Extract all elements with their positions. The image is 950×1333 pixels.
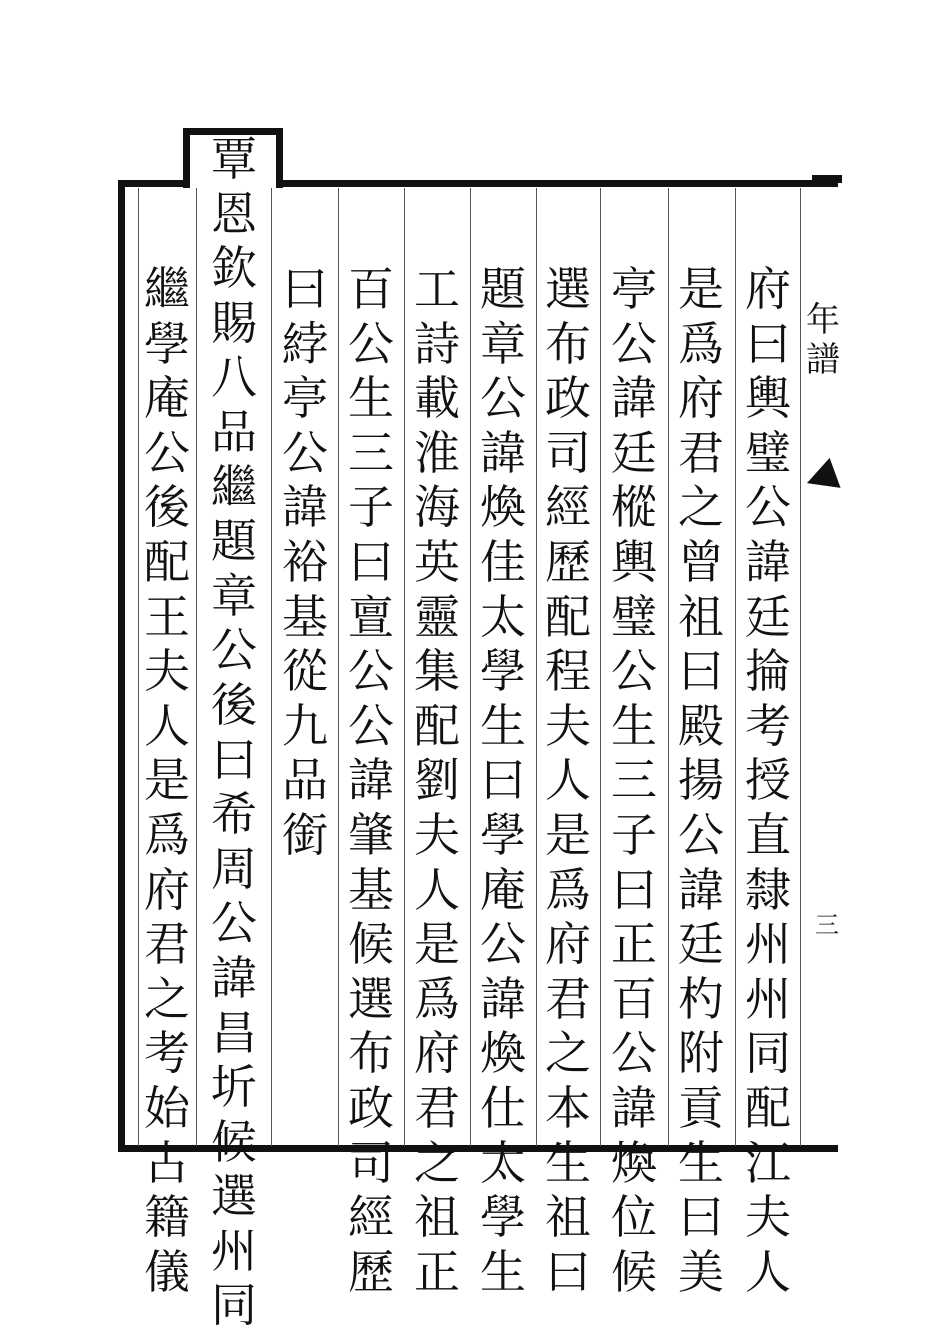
glyph: 爲 bbox=[414, 971, 460, 1026]
glyph: 曰 bbox=[348, 534, 394, 589]
glyph: 司 bbox=[545, 425, 591, 480]
glyph: 祖 bbox=[414, 1190, 460, 1245]
glyph: 學 bbox=[144, 316, 190, 371]
glyph: 人 bbox=[545, 753, 591, 808]
glyph: 配 bbox=[144, 534, 190, 589]
glyph: 希 bbox=[211, 787, 257, 842]
glyph: 布 bbox=[545, 316, 591, 371]
glyph: 府 bbox=[414, 1026, 460, 1081]
glyph: 煥 bbox=[611, 1135, 657, 1190]
glyph: 生 bbox=[545, 1135, 591, 1190]
glyph: 圻 bbox=[211, 1060, 257, 1115]
glyph: 選 bbox=[211, 1169, 257, 1224]
glyph: 諱 bbox=[611, 371, 657, 426]
glyph: 杓 bbox=[678, 971, 724, 1026]
glyph: 綍 bbox=[282, 316, 328, 371]
glyph: 公 bbox=[611, 1026, 657, 1081]
text-column-5 bbox=[472, 262, 534, 1299]
glyph: 美 bbox=[678, 1244, 724, 1299]
glyph: 公 bbox=[480, 371, 526, 426]
glyph: 公 bbox=[282, 425, 328, 480]
glyph: 亭 bbox=[282, 371, 328, 426]
glyph: 州 bbox=[745, 971, 791, 1026]
glyph: 諱 bbox=[348, 753, 394, 808]
glyph: 君 bbox=[678, 425, 724, 480]
glyph: 選 bbox=[545, 262, 591, 316]
glyph: 經 bbox=[348, 1190, 394, 1245]
margin-title-char: 譜 bbox=[806, 340, 840, 380]
glyph: 生 bbox=[611, 698, 657, 753]
glyph: 之 bbox=[678, 480, 724, 535]
glyph: 集 bbox=[414, 644, 460, 699]
glyph: 君 bbox=[414, 1080, 460, 1135]
glyph: 選 bbox=[348, 971, 394, 1026]
glyph: 公 bbox=[348, 316, 394, 371]
glyph: 載 bbox=[414, 371, 460, 426]
glyph: 同 bbox=[745, 1026, 791, 1081]
glyph: 輿 bbox=[611, 534, 657, 589]
glyph: 是 bbox=[144, 753, 190, 808]
column-rule bbox=[668, 188, 669, 1146]
glyph: 詩 bbox=[414, 316, 460, 371]
glyph: 昌 bbox=[211, 1005, 257, 1060]
glyph: 諱 bbox=[678, 862, 724, 917]
glyph: 之 bbox=[545, 1026, 591, 1081]
glyph: 人 bbox=[414, 862, 460, 917]
glyph: 祖 bbox=[545, 1190, 591, 1245]
column-rule bbox=[800, 188, 801, 1146]
column-rule bbox=[735, 188, 736, 1146]
text-column-4 bbox=[537, 262, 599, 1299]
glyph: 生 bbox=[480, 698, 526, 753]
glyph: 程 bbox=[545, 644, 591, 699]
glyph: 是 bbox=[414, 917, 460, 972]
page-number: 三 bbox=[815, 911, 839, 939]
glyph: 諱 bbox=[745, 534, 791, 589]
glyph: 公 bbox=[144, 425, 190, 480]
glyph: 司 bbox=[348, 1135, 394, 1190]
glyph: 隸 bbox=[745, 862, 791, 917]
glyph: 生 bbox=[348, 371, 394, 426]
glyph: 府 bbox=[144, 862, 190, 917]
glyph: 經 bbox=[545, 480, 591, 535]
glyph: 學 bbox=[480, 807, 526, 862]
glyph: 之 bbox=[414, 1135, 460, 1190]
glyph: 百 bbox=[611, 971, 657, 1026]
glyph: 占 bbox=[144, 1135, 190, 1190]
glyph: 題 bbox=[480, 262, 526, 316]
glyph: 從 bbox=[282, 644, 328, 699]
glyph: 掄 bbox=[745, 644, 791, 699]
glyph: 靈 bbox=[414, 589, 460, 644]
glyph: 之 bbox=[144, 971, 190, 1026]
glyph: 州 bbox=[745, 917, 791, 972]
glyph: 籍 bbox=[144, 1190, 190, 1245]
glyph: 賜 bbox=[211, 295, 257, 350]
glyph: 爲 bbox=[144, 807, 190, 862]
glyph: 生 bbox=[480, 1244, 526, 1299]
glyph: 繼 bbox=[144, 262, 190, 316]
glyph: 三 bbox=[611, 753, 657, 808]
column-rule bbox=[600, 188, 601, 1146]
glyph: 曰 bbox=[211, 732, 257, 787]
glyph: 政 bbox=[348, 1080, 394, 1135]
glyph: 英 bbox=[414, 534, 460, 589]
text-column-2 bbox=[670, 262, 732, 1299]
glyph: 三 bbox=[348, 425, 394, 480]
glyph: 夫 bbox=[745, 1190, 791, 1245]
glyph: 是 bbox=[678, 262, 724, 316]
glyph: 後 bbox=[211, 677, 257, 732]
text-column-1 bbox=[737, 262, 799, 1299]
glyph: 九 bbox=[282, 698, 328, 753]
glyph: 亶 bbox=[348, 589, 394, 644]
column-rule bbox=[404, 188, 405, 1146]
glyph: 人 bbox=[745, 1244, 791, 1299]
glyph: 曰 bbox=[545, 1244, 591, 1299]
glyph: 題 bbox=[211, 514, 257, 569]
glyph: 公 bbox=[348, 698, 394, 753]
glyph: 庵 bbox=[144, 371, 190, 426]
glyph: 曰 bbox=[282, 262, 328, 316]
glyph: 歷 bbox=[348, 1244, 394, 1299]
glyph: 候 bbox=[211, 1114, 257, 1169]
glyph: 佳 bbox=[480, 534, 526, 589]
glyph: 裕 bbox=[282, 534, 328, 589]
glyph: 品 bbox=[282, 753, 328, 808]
glyph: 學 bbox=[480, 644, 526, 699]
glyph: 君 bbox=[144, 917, 190, 972]
glyph: 布 bbox=[348, 1026, 394, 1081]
glyph: 公 bbox=[611, 644, 657, 699]
glyph: 廷 bbox=[611, 425, 657, 480]
glyph: 諱 bbox=[480, 425, 526, 480]
margin-title-char: 年 bbox=[806, 300, 840, 340]
glyph: 煥 bbox=[480, 480, 526, 535]
glyph: 繼 bbox=[211, 459, 257, 514]
glyph: 百 bbox=[348, 262, 394, 316]
glyph: 肇 bbox=[348, 807, 394, 862]
text-column-8 bbox=[274, 262, 336, 863]
glyph: 海 bbox=[414, 480, 460, 535]
glyph: 廷 bbox=[745, 589, 791, 644]
text-column-6 bbox=[406, 262, 468, 1299]
glyph: 諱 bbox=[611, 1080, 657, 1135]
glyph: 曰 bbox=[745, 316, 791, 371]
glyph: 太 bbox=[480, 589, 526, 644]
glyph: 基 bbox=[348, 862, 394, 917]
column-rule bbox=[470, 188, 471, 1146]
glyph: 直 bbox=[745, 807, 791, 862]
glyph: 基 bbox=[282, 589, 328, 644]
column-rule bbox=[338, 188, 339, 1146]
glyph: 殿 bbox=[678, 698, 724, 753]
glyph: 生 bbox=[678, 1135, 724, 1190]
glyph: 候 bbox=[611, 1244, 657, 1299]
glyph: 曰 bbox=[611, 862, 657, 917]
glyph: 公 bbox=[480, 917, 526, 972]
glyph: 配 bbox=[414, 698, 460, 753]
glyph: 曰 bbox=[678, 1190, 724, 1245]
text-column-7 bbox=[340, 262, 402, 1299]
glyph: 庵 bbox=[480, 862, 526, 917]
glyph: 考 bbox=[144, 1026, 190, 1081]
glyph: 政 bbox=[545, 371, 591, 426]
glyph: 夫 bbox=[545, 698, 591, 753]
glyph: 輿 bbox=[745, 371, 791, 426]
glyph: 劉 bbox=[414, 753, 460, 808]
glyph: 諱 bbox=[282, 480, 328, 535]
fish-mouth-bar bbox=[812, 175, 842, 183]
glyph: 公 bbox=[745, 480, 791, 535]
glyph: 候 bbox=[348, 917, 394, 972]
glyph: 附 bbox=[678, 1026, 724, 1081]
glyph: 公 bbox=[678, 807, 724, 862]
glyph: 淮 bbox=[414, 425, 460, 480]
glyph: 配 bbox=[745, 1080, 791, 1135]
glyph: 品 bbox=[211, 404, 257, 459]
glyph: 璧 bbox=[745, 425, 791, 480]
column-rule bbox=[271, 188, 272, 1146]
glyph: 學 bbox=[480, 1190, 526, 1245]
glyph: 公 bbox=[348, 644, 394, 699]
glyph: 江 bbox=[745, 1135, 791, 1190]
text-column-3 bbox=[603, 262, 665, 1299]
glyph: 亭 bbox=[611, 262, 657, 316]
glyph: 太 bbox=[480, 1135, 526, 1190]
glyph: 儀 bbox=[144, 1244, 190, 1299]
glyph: 工 bbox=[414, 262, 460, 316]
glyph: 貢 bbox=[678, 1080, 724, 1135]
margin-title bbox=[806, 300, 840, 380]
glyph: 人 bbox=[144, 698, 190, 753]
glyph: 夫 bbox=[144, 644, 190, 699]
glyph: 子 bbox=[348, 480, 394, 535]
glyph: 銜 bbox=[282, 807, 328, 862]
glyph: 府 bbox=[745, 262, 791, 316]
glyph: 曾 bbox=[678, 534, 724, 589]
glyph: 揚 bbox=[678, 753, 724, 808]
glyph: 考 bbox=[745, 698, 791, 753]
glyph: 是 bbox=[545, 807, 591, 862]
glyph: 正 bbox=[414, 1244, 460, 1299]
glyph: 州 bbox=[211, 1223, 257, 1278]
glyph: 夫 bbox=[414, 807, 460, 862]
glyph: 始 bbox=[144, 1080, 190, 1135]
glyph: 本 bbox=[545, 1080, 591, 1135]
glyph: 授 bbox=[745, 753, 791, 808]
glyph: 八 bbox=[211, 350, 257, 405]
glyph: 歷 bbox=[545, 534, 591, 589]
glyph: 爲 bbox=[678, 316, 724, 371]
glyph: 恩 bbox=[211, 186, 257, 241]
glyph: 府 bbox=[678, 371, 724, 426]
glyph: 樅 bbox=[611, 480, 657, 535]
glyph: 祖 bbox=[678, 589, 724, 644]
glyph: 煥 bbox=[480, 1026, 526, 1081]
glyph: 王 bbox=[144, 589, 190, 644]
glyph: 諱 bbox=[211, 950, 257, 1005]
glyph: 配 bbox=[545, 589, 591, 644]
glyph: 後 bbox=[144, 480, 190, 535]
glyph: 璧 bbox=[611, 589, 657, 644]
glyph: 章 bbox=[211, 568, 257, 623]
glyph: 廷 bbox=[678, 917, 724, 972]
glyph: 公 bbox=[611, 316, 657, 371]
glyph: 覃 bbox=[211, 132, 257, 186]
glyph: 子 bbox=[611, 807, 657, 862]
glyph: 公 bbox=[211, 623, 257, 678]
text-column-9 bbox=[203, 132, 265, 1333]
glyph: 周 bbox=[211, 841, 257, 896]
glyph: 章 bbox=[480, 316, 526, 371]
glyph: 諱 bbox=[480, 971, 526, 1026]
glyph: 君 bbox=[545, 971, 591, 1026]
glyph: 位 bbox=[611, 1190, 657, 1245]
glyph: 府 bbox=[545, 917, 591, 972]
glyph: 欽 bbox=[211, 241, 257, 296]
glyph: 仕 bbox=[480, 1080, 526, 1135]
glyph: 公 bbox=[211, 896, 257, 951]
glyph: 同 bbox=[211, 1278, 257, 1333]
glyph: 曰 bbox=[678, 644, 724, 699]
text-column-10 bbox=[136, 262, 198, 1299]
glyph: 正 bbox=[611, 917, 657, 972]
glyph: 爲 bbox=[545, 862, 591, 917]
glyph: 曰 bbox=[480, 753, 526, 808]
